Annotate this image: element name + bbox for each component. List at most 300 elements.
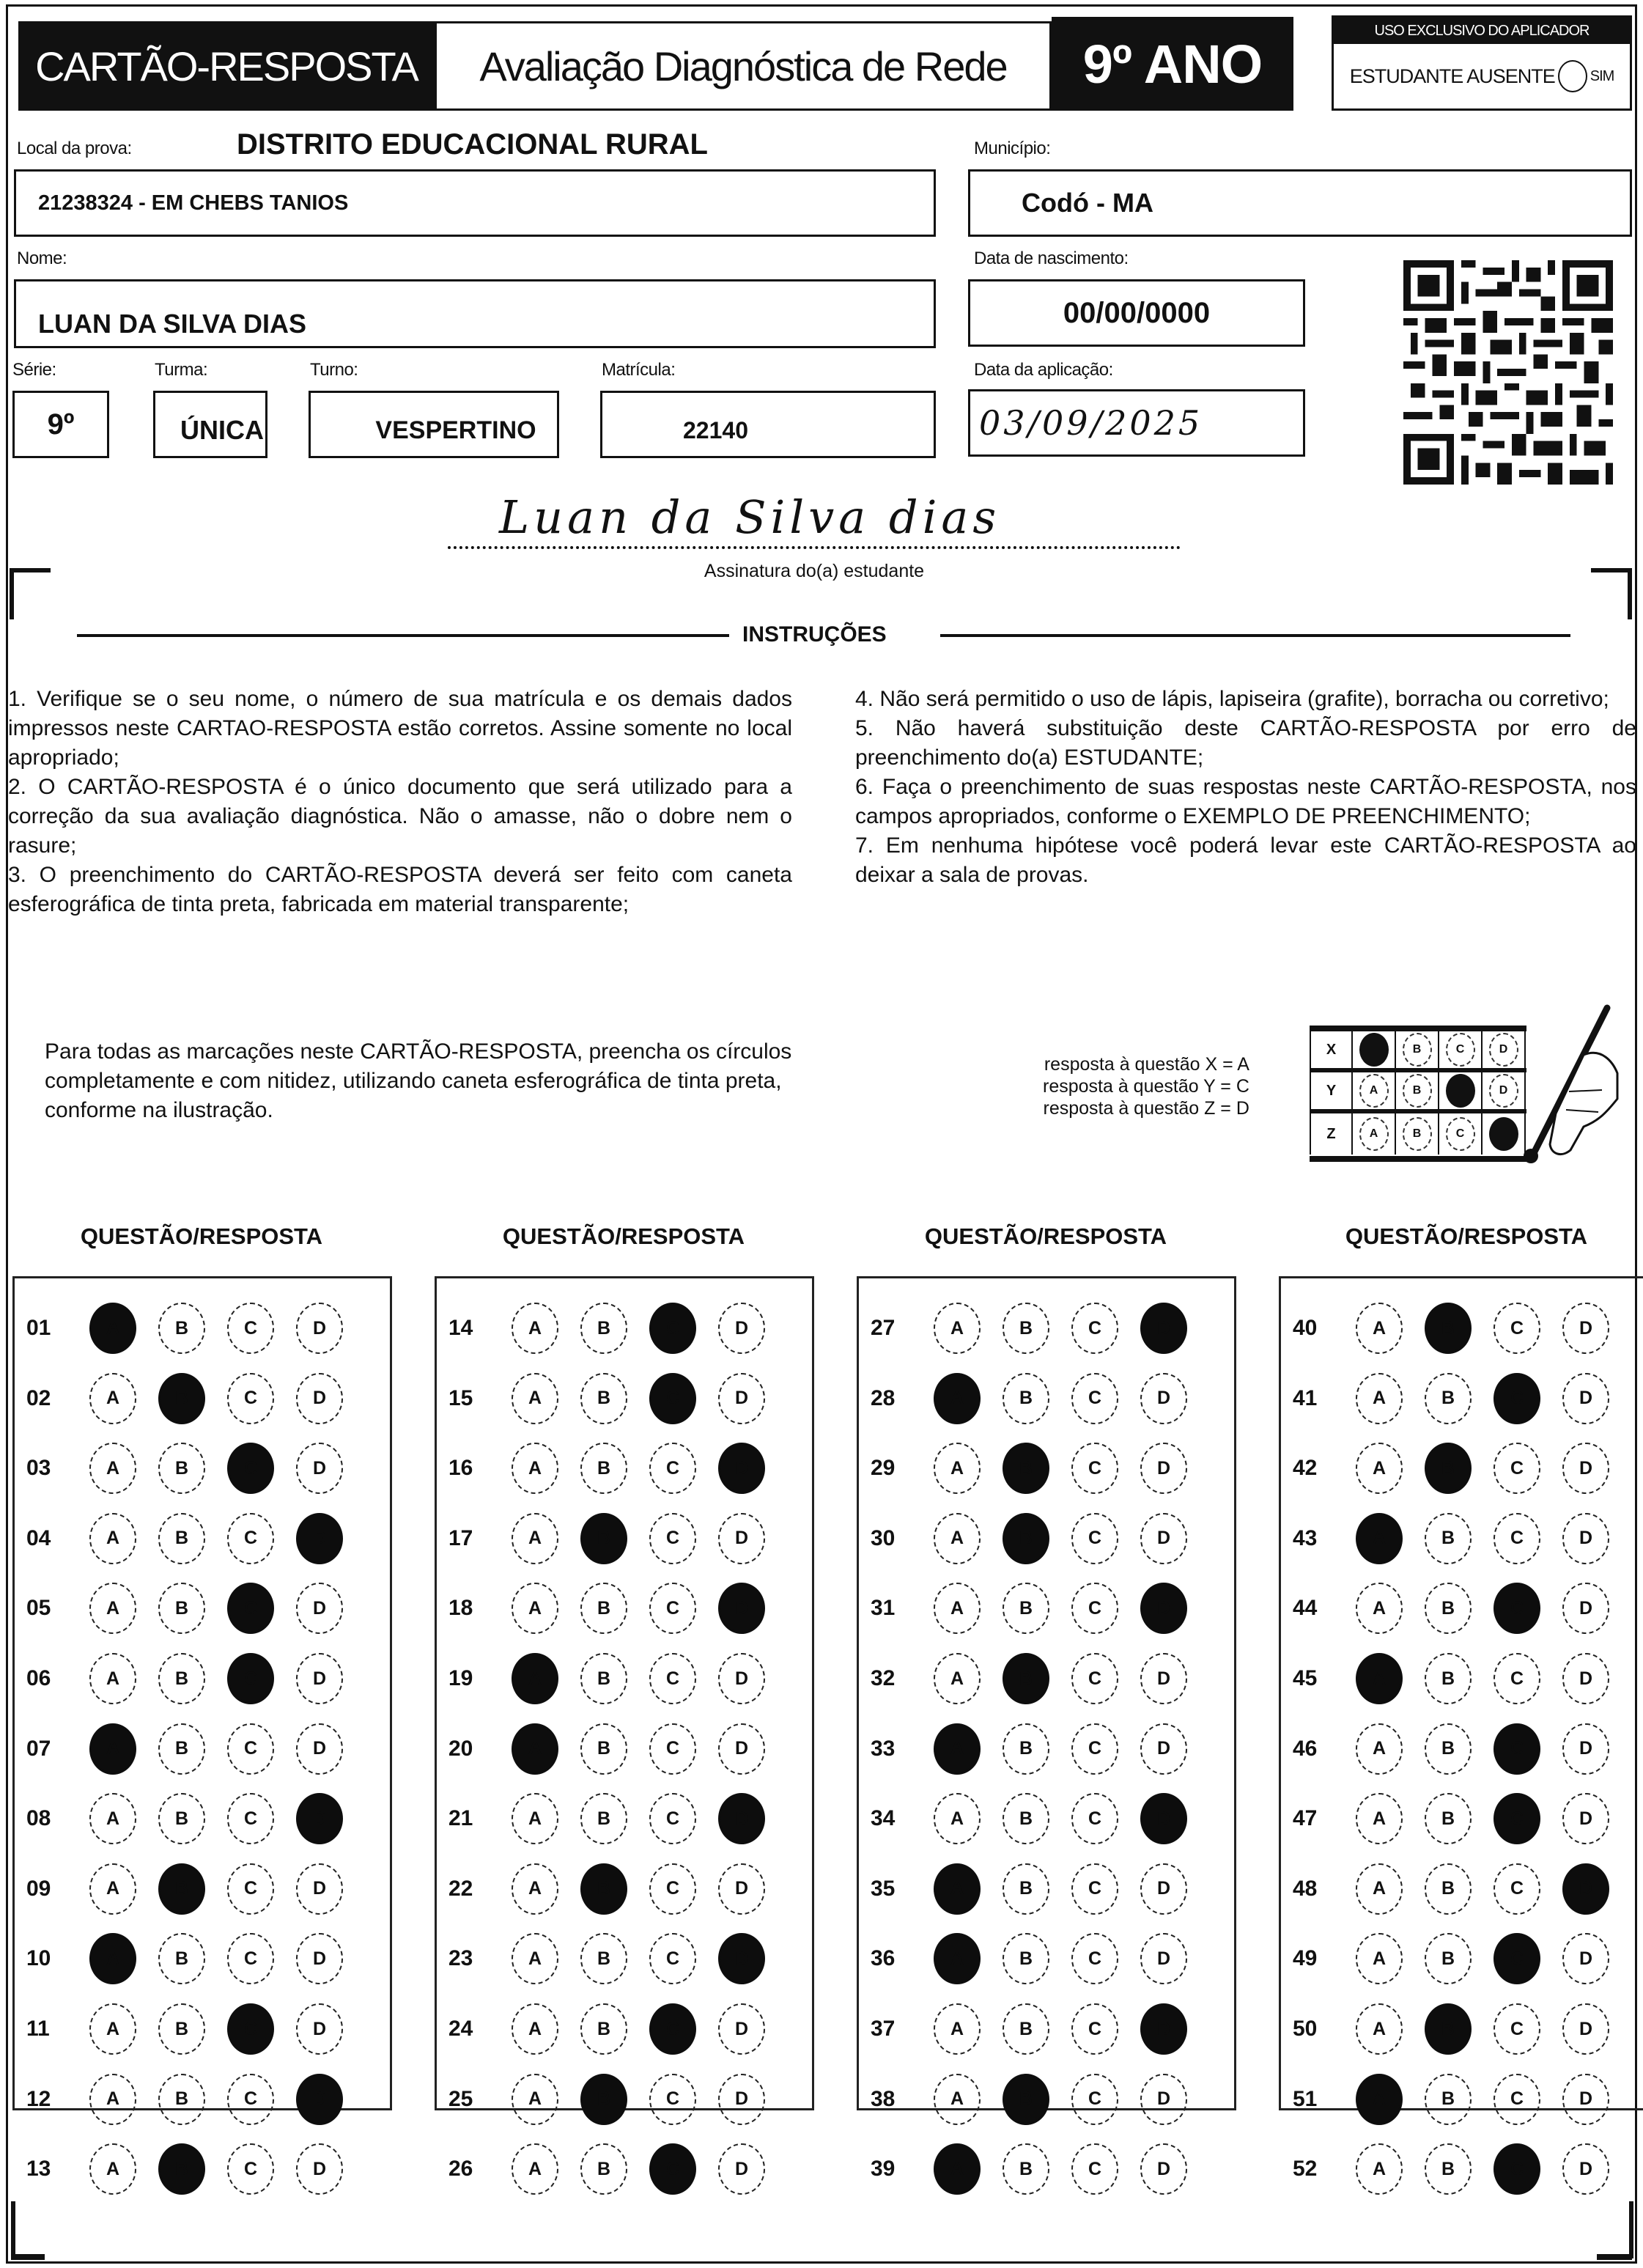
question-row	[1281, 1435, 1643, 1502]
answer-bubble-c[interactable]: C	[1071, 1373, 1118, 1424]
answer-bubble-a[interactable]: A	[1356, 2003, 1403, 2055]
instruction-item: 6. Faça o preenchimento de suas respostas neste CARTÃO-RESPOSTA, nos campos apropriados, conforme o EXEMPLO DE PREENCHIMENTO;	[855, 775, 1636, 828]
answer-bubble-b[interactable]: B	[158, 1793, 205, 1844]
question-number: 37	[871, 2017, 896, 2041]
answer-bubble-c[interactable]: C	[1071, 2003, 1118, 2055]
answer-bubble-c[interactable]: C	[227, 1513, 274, 1564]
question-row	[15, 1995, 390, 2063]
answer-bubble-b[interactable]: B	[580, 1513, 627, 1564]
answer-bubble-d[interactable]: D	[1140, 1443, 1187, 1494]
answer-bubble-a[interactable]: A	[512, 1863, 558, 1915]
answer-bubble-d[interactable]: D	[296, 2003, 343, 2055]
question-row	[15, 1575, 390, 1642]
serie-value: 9º	[47, 408, 75, 441]
answer-bubble-d[interactable]: D	[1562, 1863, 1609, 1915]
answer-column	[857, 1276, 1236, 2182]
answer-bubble-d[interactable]: D	[1140, 1863, 1187, 1915]
question-number: 16	[448, 1456, 473, 1481]
answer-bubble-b[interactable]: B	[1425, 1933, 1472, 1984]
answer-bubble-a[interactable]: A	[934, 2074, 981, 2125]
question-row	[859, 2135, 1234, 2203]
answer-bubble-d[interactable]: D	[718, 2143, 765, 2195]
question-row	[15, 1365, 390, 1432]
answer-bubble-a[interactable]: A	[1356, 1373, 1403, 1424]
answer-bubble-d[interactable]: D	[718, 1863, 765, 1915]
answer-bubble-b[interactable]: B	[1003, 1793, 1049, 1844]
answer-bubble-d[interactable]: D	[1562, 1653, 1609, 1704]
municipio-value: Codó - MA	[1022, 188, 1153, 218]
example-cell	[1396, 1031, 1439, 1068]
answer-bubble-a[interactable]: A	[934, 2143, 981, 2195]
answer-bubble-c[interactable]: C	[1071, 1513, 1118, 1564]
answer-bubble-a[interactable]: A	[89, 1373, 136, 1424]
answer-bubble-b[interactable]: B	[1003, 2003, 1049, 2055]
answer-bubble-b[interactable]: B	[158, 1373, 205, 1424]
answer-bubble-d[interactable]: D	[718, 1303, 765, 1354]
answer-bubble-c[interactable]: C	[649, 1933, 696, 1984]
corner-mark	[1597, 2254, 1632, 2260]
question-row	[437, 1365, 812, 1432]
absent-label: ESTUDANTE AUSENTE	[1349, 65, 1555, 87]
answer-bubble-a[interactable]: A	[89, 1443, 136, 1494]
question-number: 27	[871, 1316, 896, 1340]
answer-bubble-d[interactable]: D	[718, 2003, 765, 2055]
answer-bubble-a[interactable]: A	[89, 2003, 136, 2055]
answer-bubble-d[interactable]: D	[1140, 2074, 1187, 2125]
answer-bubble-a[interactable]: A	[89, 1513, 136, 1564]
question-number: 32	[871, 1666, 896, 1690]
municipio-field	[968, 169, 1632, 237]
question-row	[15, 2066, 390, 2133]
divider	[77, 634, 729, 637]
example-bubble-c	[1446, 1074, 1475, 1108]
question-number: 14	[448, 1316, 473, 1340]
question-row	[15, 2135, 390, 2203]
question-number: 44	[1293, 1596, 1318, 1621]
answer-bubble-c[interactable]: C	[649, 1513, 696, 1564]
answer-bubble-b[interactable]: B	[1425, 2143, 1472, 2195]
answer-bubble-b[interactable]: B	[1425, 1793, 1472, 1844]
question-row	[859, 1645, 1234, 1712]
absent-radio[interactable]	[1558, 60, 1587, 92]
nascimento-field	[968, 279, 1305, 347]
question-row	[437, 2135, 812, 2203]
answer-bubble-b[interactable]: B	[1003, 1443, 1049, 1494]
qr-code-icon	[1403, 259, 1613, 486]
answer-bubble-d[interactable]: D	[1562, 1513, 1609, 1564]
example-bubble-a: A	[1359, 1074, 1389, 1108]
aplicacao-field[interactable]	[968, 389, 1305, 457]
answer-bubble-d[interactable]: D	[1562, 2003, 1609, 2055]
answer-bubble-a[interactable]: A	[512, 2143, 558, 2195]
answer-bubble-c[interactable]: C	[649, 1443, 696, 1494]
answer-bubble-b[interactable]: B	[580, 1793, 627, 1844]
example-bubble-a: A	[1359, 1117, 1389, 1151]
answer-bubble-d[interactable]: D	[1562, 1303, 1609, 1354]
answer-bubble-b[interactable]: B	[1003, 1373, 1049, 1424]
answer-bubble-a[interactable]: A	[89, 1793, 136, 1844]
answer-bubble-c[interactable]: C	[649, 1653, 696, 1704]
question-number: 06	[26, 1666, 51, 1690]
question-number: 46	[1293, 1736, 1318, 1761]
answer-bubble-a[interactable]: A	[512, 1723, 558, 1775]
answer-bubble-b[interactable]: B	[158, 1443, 205, 1494]
answer-bubble-d[interactable]: D	[1140, 1653, 1187, 1704]
answer-bubble-a[interactable]: A	[512, 1443, 558, 1494]
question-row	[859, 1505, 1234, 1572]
column-header: QUESTÃO/RESPOSTA	[502, 1223, 745, 1249]
answer-bubble-a[interactable]: A	[934, 1513, 981, 1564]
question-number: 21	[448, 1806, 473, 1831]
answer-bubble-b[interactable]: B	[158, 1933, 205, 1984]
answer-bubble-a[interactable]: A	[89, 2074, 136, 2125]
answer-column	[12, 1276, 392, 2182]
question-row	[437, 1925, 812, 1992]
answer-bubble-d[interactable]: D	[296, 2143, 343, 2195]
instruction-item: 3. O preenchimento do CARTÃO-RESPOSTA deverá ser feito com caneta esferográfica de tinta preta, fabricada em material transparente;	[8, 863, 792, 916]
instructions-left	[8, 685, 792, 919]
example-cell	[1396, 1072, 1439, 1109]
answer-bubble-c[interactable]: C	[227, 1303, 274, 1354]
divider	[940, 634, 1570, 637]
question-number: 50	[1293, 2017, 1318, 2041]
answer-bubble-c[interactable]: C	[1071, 1653, 1118, 1704]
answer-bubble-c[interactable]: C	[649, 1303, 696, 1354]
answer-bubble-d[interactable]: D	[718, 1653, 765, 1704]
answer-bubble-b[interactable]: B	[580, 1373, 627, 1424]
answer-bubble-c[interactable]: C	[227, 1793, 274, 1844]
question-row	[15, 1645, 390, 1712]
answer-bubble-d[interactable]: D	[296, 2074, 343, 2125]
answer-bubble-b[interactable]: B	[1003, 1653, 1049, 1704]
answer-bubble-c[interactable]: C	[1071, 1863, 1118, 1915]
answer-bubble-a[interactable]: A	[89, 1303, 136, 1354]
example-row-label: X	[1310, 1031, 1353, 1068]
answer-bubble-a[interactable]: A	[1356, 1303, 1403, 1354]
answer-bubble-b[interactable]: B	[580, 1863, 627, 1915]
answer-bubble-b[interactable]: B	[580, 2074, 627, 2125]
answer-bubble-a[interactable]: A	[934, 1373, 981, 1424]
question-number: 15	[448, 1385, 473, 1410]
answer-bubble-b[interactable]: B	[580, 1653, 627, 1704]
answer-bubble-a[interactable]: A	[512, 2074, 558, 2125]
answer-bubble-b[interactable]: B	[580, 1723, 627, 1775]
answer-bubble-c[interactable]: C	[649, 1863, 696, 1915]
answer-bubble-b[interactable]: B	[1425, 2003, 1472, 2055]
answer-bubble-b[interactable]: B	[1425, 1653, 1472, 1704]
answer-bubble-d[interactable]: D	[718, 1723, 765, 1775]
answer-bubble-b[interactable]: B	[580, 2003, 627, 2055]
answer-bubble-a[interactable]: A	[512, 1303, 558, 1354]
answer-bubble-d[interactable]: D	[1140, 1583, 1187, 1634]
answer-bubble-c[interactable]: C	[649, 2003, 696, 2055]
answer-bubble-c[interactable]: C	[1494, 1793, 1540, 1844]
answer-bubble-c[interactable]: C	[649, 1583, 696, 1634]
question-row	[859, 1785, 1234, 1852]
answer-bubble-d[interactable]: D	[296, 1373, 343, 1424]
question-number: 10	[26, 1946, 51, 1971]
question-row	[15, 1715, 390, 1783]
answer-bubble-b[interactable]: B	[580, 1443, 627, 1494]
question-row	[1281, 1505, 1643, 1572]
question-row	[1281, 1295, 1643, 1362]
answer-bubble-a[interactable]: A	[934, 1723, 981, 1775]
answer-bubble-c[interactable]: C	[649, 2074, 696, 2125]
answer-bubble-a[interactable]: A	[1356, 1723, 1403, 1775]
question-row	[437, 1855, 812, 1923]
answer-bubble-d[interactable]: D	[1562, 2074, 1609, 2125]
question-row	[859, 1855, 1234, 1923]
answer-bubble-b[interactable]: B	[1003, 2074, 1049, 2125]
answer-bubble-b[interactable]: B	[580, 1303, 627, 1354]
answer-bubble-b[interactable]: B	[1425, 1583, 1472, 1634]
answer-bubble-a[interactable]: A	[89, 1933, 136, 1984]
answer-bubble-b[interactable]: B	[1003, 1583, 1049, 1634]
example-bubble-b: B	[1403, 1117, 1432, 1151]
answer-bubble-b[interactable]: B	[1003, 1303, 1049, 1354]
example-row-label: Z	[1310, 1113, 1353, 1155]
answer-bubble-b[interactable]: B	[158, 1583, 205, 1634]
answer-bubble-c[interactable]: C	[1494, 2143, 1540, 2195]
question-number: 23	[448, 1946, 473, 1971]
answer-bubble-d[interactable]: D	[296, 1513, 343, 1564]
answer-bubble-a[interactable]: A	[89, 1583, 136, 1634]
example-cell	[1353, 1113, 1396, 1155]
example-bubble-d: D	[1489, 1033, 1518, 1067]
question-number: 43	[1293, 1525, 1318, 1550]
example-bubble-a	[1359, 1033, 1389, 1067]
question-row	[437, 1575, 812, 1642]
instruction-item: 4. Não será permitido o uso de lápis, lapiseira (grafite), borracha ou corretivo;	[855, 687, 1609, 711]
answer-bubble-a[interactable]: A	[1356, 1933, 1403, 1984]
answer-bubble-c[interactable]: C	[227, 1653, 274, 1704]
answer-bubble-c[interactable]: C	[227, 1583, 274, 1634]
answer-bubble-c[interactable]: C	[1494, 1863, 1540, 1915]
answer-bubble-d[interactable]: D	[1562, 1793, 1609, 1844]
answer-bubble-d[interactable]: D	[296, 1723, 343, 1775]
example-row-label: Y	[1310, 1072, 1353, 1109]
answer-bubble-c[interactable]: C	[1494, 1373, 1540, 1424]
answer-bubble-b[interactable]: B	[158, 2003, 205, 2055]
question-row	[1281, 1785, 1643, 1852]
answer-bubble-d[interactable]: D	[1562, 1443, 1609, 1494]
answer-bubble-b[interactable]: B	[158, 1863, 205, 1915]
answer-bubble-c[interactable]: C	[649, 1723, 696, 1775]
answer-bubble-d[interactable]: D	[1562, 1933, 1609, 1984]
question-number: 26	[448, 2157, 473, 2182]
answer-bubble-b[interactable]: B	[580, 2143, 627, 2195]
answer-bubble-c[interactable]: C	[227, 1933, 274, 1984]
answer-bubble-a[interactable]: A	[512, 2003, 558, 2055]
answer-bubble-a[interactable]: A	[89, 1863, 136, 1915]
answer-bubble-c[interactable]: C	[1071, 1723, 1118, 1775]
answer-bubble-d[interactable]: D	[718, 1933, 765, 1984]
answer-bubble-a[interactable]: A	[1356, 1793, 1403, 1844]
answer-bubble-d[interactable]: D	[296, 1443, 343, 1494]
answer-bubble-a[interactable]: A	[934, 1863, 981, 1915]
answer-bubble-d[interactable]: D	[1562, 2143, 1609, 2195]
answer-bubble-b[interactable]: B	[1425, 1723, 1472, 1775]
answer-bubble-c[interactable]: C	[1494, 2074, 1540, 2125]
answer-bubble-d[interactable]: D	[1140, 1933, 1187, 1984]
corner-mark	[11, 2254, 45, 2260]
example-bubble-b: B	[1403, 1033, 1432, 1067]
answer-bubble-b[interactable]: B	[158, 1653, 205, 1704]
answer-bubble-c[interactable]: C	[1494, 1723, 1540, 1775]
answer-bubble-a[interactable]: A	[1356, 1583, 1403, 1634]
turma-value: ÚNICA	[180, 415, 264, 445]
answer-bubble-a[interactable]: A	[512, 1933, 558, 1984]
answer-bubble-c[interactable]: C	[1494, 1933, 1540, 1984]
question-number: 12	[26, 2086, 51, 2111]
instruction-item: 2. O CARTÃO-RESPOSTA é o único documento que será utilizado para a correção da sua avaliação diagnóstica. Não o amasse, não o dobre nem o rasure;	[8, 775, 792, 858]
answer-bubble-a[interactable]: A	[934, 1583, 981, 1634]
answer-bubble-b[interactable]: B	[1003, 1513, 1049, 1564]
answer-bubble-d[interactable]: D	[718, 1373, 765, 1424]
answer-bubble-c[interactable]: C	[227, 1863, 274, 1915]
answer-bubble-d[interactable]: D	[718, 1583, 765, 1634]
question-row	[859, 1715, 1234, 1783]
answer-bubble-d[interactable]: D	[296, 1793, 343, 1844]
answer-bubble-c[interactable]: C	[227, 1443, 274, 1494]
question-row	[437, 1715, 812, 1783]
answer-bubble-c[interactable]: C	[1071, 1933, 1118, 1984]
answer-bubble-a[interactable]: A	[934, 1653, 981, 1704]
answer-bubble-d[interactable]: D	[1562, 1373, 1609, 1424]
answer-bubble-d[interactable]: D	[1562, 1723, 1609, 1775]
answer-bubble-d[interactable]: D	[718, 1793, 765, 1844]
answer-bubble-b[interactable]: B	[1425, 1443, 1472, 1494]
answer-bubble-c[interactable]: C	[227, 1723, 274, 1775]
answer-bubble-a[interactable]: A	[512, 1373, 558, 1424]
answer-bubble-c[interactable]: C	[1071, 1583, 1118, 1634]
turno-field	[309, 391, 559, 458]
example-legend-item: resposta à questão X = A	[1044, 1054, 1249, 1075]
answer-bubble-a[interactable]: A	[1356, 1863, 1403, 1915]
example-legend-item: resposta à questão Y = C	[1043, 1076, 1249, 1097]
answer-bubble-b[interactable]: B	[1003, 1723, 1049, 1775]
aplicacao-label: Data da aplicação:	[974, 360, 1113, 380]
answer-bubble-b[interactable]: B	[1003, 1863, 1049, 1915]
answer-bubble-c[interactable]: C	[1071, 2143, 1118, 2195]
answer-bubble-c[interactable]: C	[227, 2074, 274, 2125]
answer-column	[435, 1276, 814, 2182]
answer-bubble-b[interactable]: B	[158, 2143, 205, 2195]
question-number: 49	[1293, 1946, 1318, 1971]
answer-bubble-a[interactable]: A	[89, 2143, 136, 2195]
answer-bubble-d[interactable]: D	[718, 1443, 765, 1494]
answer-bubble-d[interactable]: D	[1140, 1373, 1187, 1424]
answer-bubble-b[interactable]: B	[158, 2074, 205, 2125]
answer-bubble-d[interactable]: D	[718, 1513, 765, 1564]
question-number: 08	[26, 1806, 51, 1831]
answer-bubble-a[interactable]: A	[512, 1793, 558, 1844]
answer-bubble-b[interactable]: B	[1425, 1513, 1472, 1564]
absent-option-label: SIM	[1590, 67, 1614, 84]
answer-bubble-b[interactable]: B	[158, 1723, 205, 1775]
question-row	[437, 2066, 812, 2133]
answer-bubble-c[interactable]: C	[649, 1793, 696, 1844]
answer-bubble-c[interactable]: C	[1071, 2074, 1118, 2125]
answer-bubble-b[interactable]: B	[1425, 1373, 1472, 1424]
answer-bubble-c[interactable]: C	[1071, 1443, 1118, 1494]
answer-bubble-d[interactable]: D	[718, 2074, 765, 2125]
answer-bubble-d[interactable]: D	[1140, 1793, 1187, 1844]
answer-bubble-c[interactable]: C	[649, 1373, 696, 1424]
answer-bubble-a[interactable]: A	[1356, 2074, 1403, 2125]
answer-bubble-b[interactable]: B	[580, 1583, 627, 1634]
answer-bubble-a[interactable]: A	[934, 1933, 981, 1984]
answer-bubble-a[interactable]: A	[1356, 1653, 1403, 1704]
answer-bubble-d[interactable]: D	[296, 1583, 343, 1634]
corner-mark	[1591, 568, 1632, 572]
answer-bubble-d[interactable]: D	[1140, 2003, 1187, 2055]
answer-bubble-a[interactable]: A	[1356, 2143, 1403, 2195]
answer-bubble-a[interactable]: A	[934, 1303, 981, 1354]
answer-bubble-c[interactable]: C	[1494, 1653, 1540, 1704]
answer-bubble-c[interactable]: C	[649, 2143, 696, 2195]
answer-bubble-d[interactable]: D	[1140, 1303, 1187, 1354]
answer-bubble-c[interactable]: C	[1071, 1303, 1118, 1354]
answer-bubble-a[interactable]: A	[934, 1443, 981, 1494]
answer-bubble-b[interactable]: B	[1425, 1303, 1472, 1354]
answer-bubble-b[interactable]: B	[1003, 2143, 1049, 2195]
answer-bubble-a[interactable]: A	[512, 1653, 558, 1704]
answer-bubble-b[interactable]: B	[158, 1513, 205, 1564]
question-number: 07	[26, 1736, 51, 1761]
answer-bubble-c[interactable]: C	[1494, 1513, 1540, 1564]
answer-bubble-c[interactable]: C	[1494, 1443, 1540, 1494]
answer-bubble-d[interactable]: D	[1140, 1723, 1187, 1775]
answer-bubble-d[interactable]: D	[296, 1653, 343, 1704]
question-row	[1281, 2066, 1643, 2133]
answer-bubble-c[interactable]: C	[227, 2003, 274, 2055]
answer-bubble-a[interactable]: A	[89, 1653, 136, 1704]
answer-bubble-a[interactable]: A	[1356, 1443, 1403, 1494]
example-legend-item: resposta à questão Z = D	[1043, 1098, 1249, 1119]
answer-bubble-d[interactable]: D	[1562, 1583, 1609, 1634]
answer-bubble-d[interactable]: D	[1140, 2143, 1187, 2195]
answer-bubble-c[interactable]: C	[227, 2143, 274, 2195]
answer-bubble-b[interactable]: B	[1425, 2074, 1472, 2125]
question-number: 31	[871, 1596, 896, 1621]
answer-bubble-a[interactable]: A	[934, 1793, 981, 1844]
corner-mark	[11, 2201, 15, 2258]
answer-bubble-b[interactable]: B	[1003, 1933, 1049, 1984]
card-title: CARTÃO-RESPOSTA	[18, 21, 435, 111]
answer-bubble-a[interactable]: A	[934, 2003, 981, 2055]
answer-bubble-d[interactable]: D	[296, 1303, 343, 1354]
question-row	[437, 1505, 812, 1572]
answer-bubble-b[interactable]: B	[580, 1933, 627, 1984]
answer-bubble-a[interactable]: A	[512, 1583, 558, 1634]
nome-field	[14, 279, 936, 348]
answer-bubble-d[interactable]: D	[296, 1863, 343, 1915]
answer-bubble-c[interactable]: C	[1494, 1583, 1540, 1634]
answer-bubble-c[interactable]: C	[227, 1373, 274, 1424]
answer-bubble-b[interactable]: B	[1425, 1863, 1472, 1915]
answer-bubble-d[interactable]: D	[1140, 1513, 1187, 1564]
answer-bubble-a[interactable]: A	[89, 1723, 136, 1775]
question-number: 47	[1293, 1806, 1318, 1831]
answer-bubble-c[interactable]: C	[1071, 1793, 1118, 1844]
answer-bubble-c[interactable]: C	[1494, 2003, 1540, 2055]
answer-bubble-b[interactable]: B	[158, 1303, 205, 1354]
answer-bubble-d[interactable]: D	[296, 1933, 343, 1984]
answer-bubble-a[interactable]: A	[1356, 1513, 1403, 1564]
answer-bubble-c[interactable]: C	[1494, 1303, 1540, 1354]
answer-bubble-a[interactable]: A	[512, 1513, 558, 1564]
